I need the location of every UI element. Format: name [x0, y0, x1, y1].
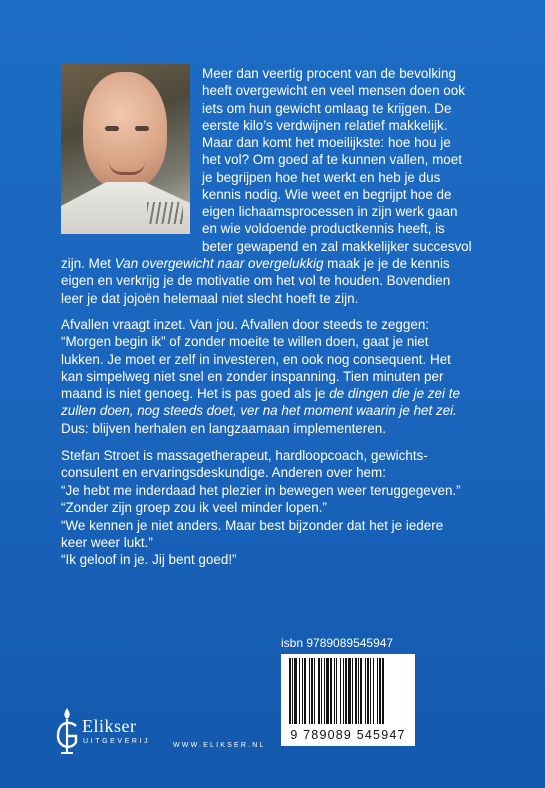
effort-line: “Morgen begin ik” of zonder moeite te willen doen, gaat je niet	[61, 334, 429, 350]
testimonials	[61, 482, 461, 568]
author-line: consulent en ervaringsdeskundige. Anderen over hem:	[61, 465, 386, 481]
publisher-emblem-icon	[52, 706, 82, 756]
publisher-logo	[52, 706, 172, 756]
publisher-website: WWW.ELIKSER.NL	[173, 742, 266, 749]
author-photo	[61, 64, 190, 234]
intro-line: beter gewapend en zal makkelijker succesvol	[202, 238, 472, 254]
book-title: Van overgewicht naar overgelukkig	[114, 256, 324, 271]
intro-paragraph-beside-photo	[202, 65, 484, 255]
effort-line: lukken. Je moet er zelf in investeren, en ook nog consequent. Het	[61, 351, 451, 367]
intro-line-start: zijn. Met	[61, 256, 115, 271]
effort-line: Afvallen vraagt inzet. Van jou. Afvallen door steeds te zeggen:	[61, 317, 430, 332]
intro-line: eigen lichaamsprocessen in zijn werk gaan	[202, 204, 458, 219]
effort-maand-italic: de dingen die je zei te	[329, 386, 460, 401]
intro-line-end: maak je je de kennis	[323, 256, 450, 271]
intro-title-line	[61, 255, 484, 272]
intro-line: eerste kilo’s verdwijnen relatief makkelijk.	[202, 117, 448, 133]
effort-line: Dus: blijven herhalen en langzaamaan implementeren.	[61, 420, 386, 436]
testimonial-line: “We kennen je niet anders. Maar best bijzonder dat het je iedere	[61, 517, 444, 533]
testimonial-line: “Ik geloof in je. Jij bent goed!”	[61, 552, 237, 567]
intro-line: je begrijpen hoe het werkt en heb je dus	[202, 169, 441, 185]
testimonial-line: “Zonder zijn groep zou ik veel minder lopen.”	[61, 500, 327, 516]
intro-line: iets om hun gewicht omlaag te krijgen. De	[202, 100, 452, 116]
effort-paragraph	[61, 316, 484, 437]
effort-maand-start: maand is niet genoeg. Het is pas goed als je	[61, 386, 330, 401]
author-paragraph	[61, 447, 484, 482]
author-eye-left	[105, 126, 119, 131]
testimonial-line: “Je hebt me inderdaad het plezier in bewegen weer teruggegeven.”	[61, 483, 461, 498]
intro-line: Meer dan veertig procent van de bevolking	[202, 66, 456, 81]
intro-paragraph-full-width	[61, 255, 484, 307]
publisher-name: Elikser	[82, 716, 137, 736]
intro-line: heeft overgewicht en veel mensen doen ook	[202, 83, 465, 99]
barcode-bars	[287, 658, 409, 728]
intro-line: eigen en verkrijg je de motivatie om het vol te houden. Bovendien	[61, 273, 451, 289]
publisher-subtitle: UITGEVERIJ	[83, 738, 151, 745]
author-line: Stefan Stroet is massagetherapeut, hardloopcoach, gewichts-	[61, 448, 428, 463]
author-shirt-print	[147, 202, 183, 224]
effort-maand-line	[61, 385, 484, 402]
effort-line: kan simpelweg niet snel en zonder inspanning. Tien minuten per	[61, 368, 444, 384]
author-eye-right	[135, 126, 149, 131]
intro-line: en wie voldoende productkennis heeft, is	[202, 221, 445, 237]
effort-italic-line	[61, 402, 484, 419]
intro-line: kennis nodig. Wie weet en begrijpt hoe de	[202, 186, 452, 202]
intro-line: leer je dat jojoën helemaal niet slecht hoeft te zijn.	[61, 290, 359, 306]
isbn-label: isbn 9789089545947	[281, 636, 394, 650]
testimonial-line: keer weer lukt.”	[61, 534, 153, 550]
barcode-digits: 9 789089 545947	[290, 728, 406, 742]
intro-line: Maar dan komt het moeilijkste: hoe hou je	[202, 135, 451, 150]
intro-line: het vol? Om goed af te kunnen vallen, moet	[202, 152, 462, 168]
effort-italic-text: zullen doen, nog steeds doet, ver na het moment waarin je het zei.	[61, 403, 457, 419]
